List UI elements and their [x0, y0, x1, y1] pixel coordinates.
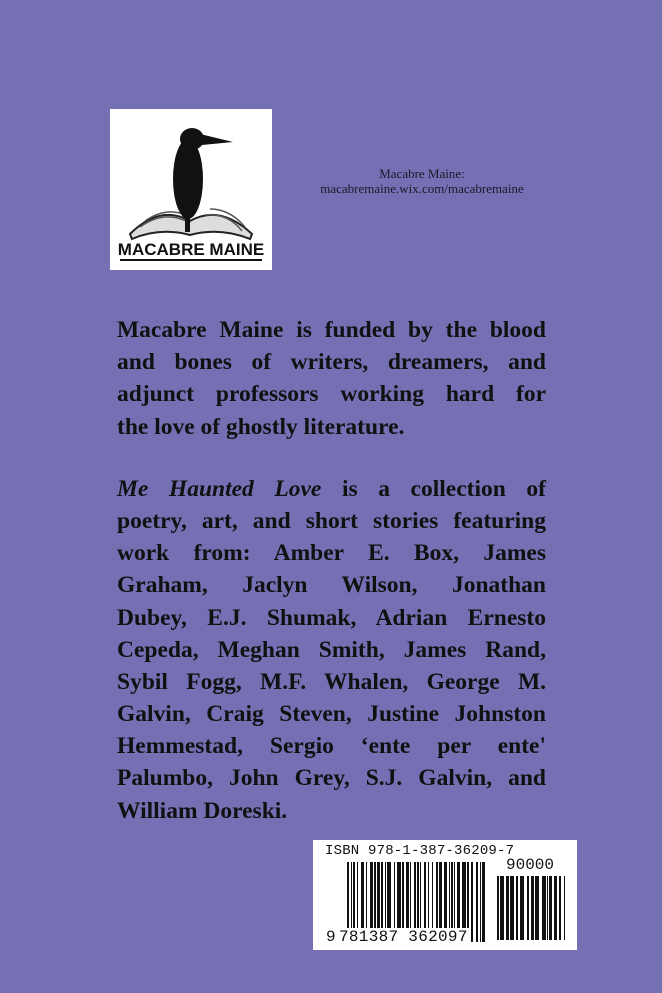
- raven-on-book-icon: [110, 109, 272, 270]
- para2-line: Cepeda, Meghan Smith, James Rand,: [117, 636, 546, 663]
- publisher-info: [272, 166, 572, 196]
- isbn-number: ISBN 978-1-387-36209-7: [325, 843, 515, 859]
- barcode-bar: [476, 862, 478, 942]
- barcode-bar: [500, 876, 504, 940]
- para1-line: adjunct professors working hard for: [117, 381, 546, 408]
- barcode-bar: [564, 876, 565, 940]
- back-cover-text: [117, 314, 546, 827]
- para2-line: Dubey, E.J. Shumak, Adrian Ernesto: [117, 604, 546, 631]
- barcode-bar: [542, 876, 546, 940]
- publisher-url[interactable]: macabremaine.wix.com/macabremaine: [320, 181, 524, 196]
- para2-line: William Doreski.: [117, 797, 288, 824]
- isbn-barcode: [313, 840, 577, 950]
- para2-line: poetry, art, and short stories featuring: [117, 507, 546, 534]
- barcode-digits: 781387 362097: [339, 928, 468, 946]
- barcode-bar: [497, 876, 499, 940]
- para2-first-line: [117, 473, 546, 505]
- barcode-bar: [549, 876, 552, 940]
- barcode-bar: [516, 876, 518, 940]
- price-addon: 90000: [506, 856, 555, 874]
- barcode-bar: [559, 876, 561, 940]
- para2-line: work from: Amber E. Box, James: [117, 540, 546, 567]
- barcode-bar: [471, 862, 473, 942]
- barcode-bar: [527, 876, 529, 940]
- para2-line: Palumbo, John Grey, S.J. Galvin, and: [117, 765, 546, 792]
- barcode-bar: [506, 876, 509, 940]
- barcode-bar: [520, 876, 524, 940]
- barcode-bar: [547, 876, 548, 940]
- barcode-bar: [535, 876, 539, 940]
- macabre-maine-logo: [110, 109, 272, 270]
- para2-line: Graham, Jaclyn Wilson, Jonathan: [117, 572, 546, 599]
- barcode-bar: [554, 876, 557, 940]
- para2-line: Hemmestad, Sergio ‘ente per ente': [117, 733, 546, 760]
- barcode-bar: [482, 862, 485, 942]
- barcode-bar: [531, 876, 534, 940]
- barcode-bar: [480, 862, 481, 942]
- barcode-bar: [510, 876, 514, 940]
- para1-line: and bones of writers, dreamers, and: [117, 349, 546, 376]
- barcode-lead-digit: 9: [326, 928, 336, 946]
- para1-line: Macabre Maine is funded by the blood: [117, 317, 546, 343]
- para1-line: the love of ghostly literature.: [117, 413, 405, 440]
- logo-text: MACABRE MAINE: [117, 240, 265, 259]
- para2-text: is a collection of: [321, 475, 546, 502]
- book-title: Me Haunted Love: [117, 475, 322, 502]
- publisher-name: Macabre Maine:: [379, 166, 465, 181]
- para2-line: Sybil Fogg, M.F. Whalen, George M.: [117, 668, 546, 695]
- para2-line: Galvin, Craig Steven, Justine Johnston: [117, 701, 546, 728]
